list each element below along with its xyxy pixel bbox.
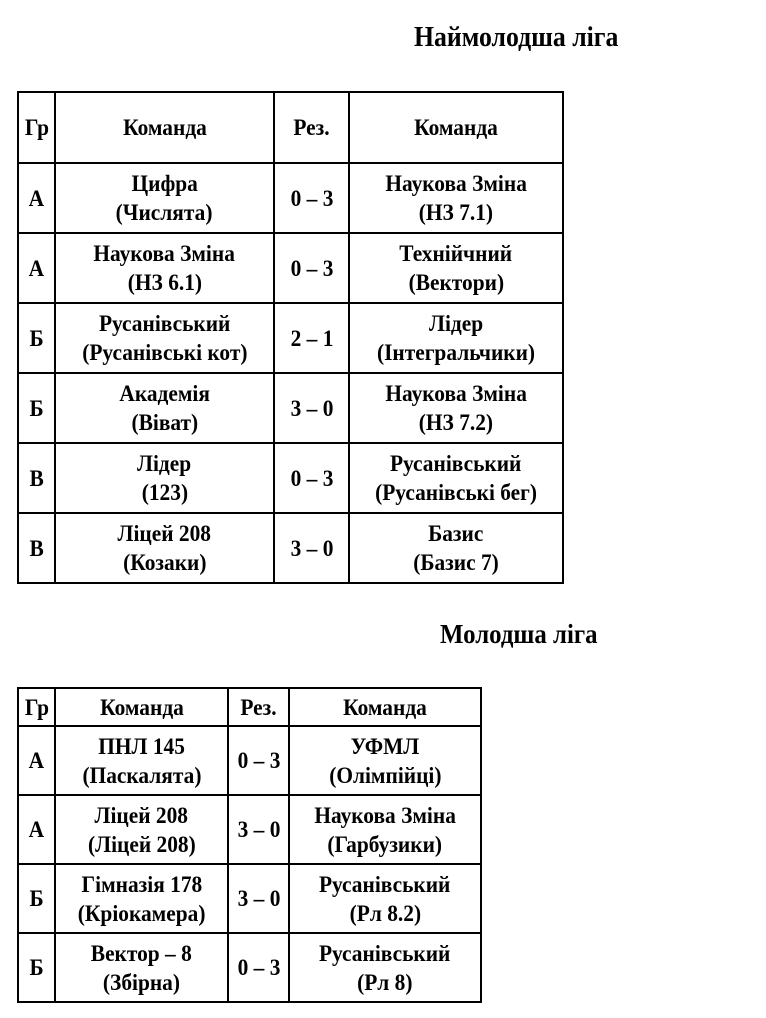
group-cell [18,373,55,443]
match-score: 3 – 0 [290,535,333,561]
away-team-cell [289,933,481,1002]
away-team-name: Технійчний [399,241,513,266]
header-row [18,92,563,163]
home-team-squad: (Числята) [116,200,213,225]
header-result-label: Рез. [240,694,277,720]
away-team-name: Наукова Зміна [314,802,456,828]
home-team-squad: (123) [141,480,188,505]
group-label: В [29,465,44,491]
match-row [18,864,481,933]
home-team-cell [55,303,274,373]
header-team-away [289,688,481,726]
group-label: А [28,817,45,842]
match-row [18,163,563,233]
home-team-cell [55,933,228,1002]
match-score: 2 – 1 [290,325,333,351]
header-team-home [55,688,228,726]
away-team-cell [349,233,563,303]
header-team-away-label: Команда [343,694,427,720]
group-label: Б [29,886,44,911]
score-cell [274,163,349,233]
header-group-label: Гр [24,694,49,720]
match-row [18,726,481,795]
group-cell [18,933,55,1002]
home-team-squad: (Збірна) [102,969,181,995]
away-team-squad: (НЗ 7.1) [418,200,494,225]
home-team-squad: (Віват) [131,410,198,435]
away-team-squad: (Рл 8.2) [349,900,421,926]
away-team-name: Русанівський [319,871,451,897]
away-team-name: Русанівський [319,940,451,966]
home-team-name: ПНЛ 145 [98,733,185,759]
match-score: 0 – 3 [290,255,333,281]
away-team-cell [289,864,481,933]
away-team-name: УФМЛ [350,733,420,759]
group-label: В [29,535,44,561]
away-team-squad: (Базис 7) [413,550,499,575]
away-team-squad: (Гарбузики) [327,831,443,857]
away-team-cell [349,303,563,373]
home-team-name: Ліцей 208 [117,521,212,546]
home-team-name: Гімназія 178 [81,871,202,897]
youngest-league-title: Наймолодша ліга [414,22,619,53]
header-result-label: Рез. [293,115,330,140]
header-team-home-label: Команда [122,115,207,140]
header-team-home [55,92,274,163]
away-team-name: Наукова Зміна [385,381,527,406]
away-team-squad: (НЗ 7.2) [418,410,494,435]
header-row [18,688,481,726]
score-cell [228,726,289,795]
header-team-home-label: Команда [99,694,184,720]
header-team-away [349,92,563,163]
header-team-away-label: Команда [414,115,498,140]
junior-league-results-table [17,687,482,1003]
match-row [18,303,563,373]
score-cell [228,933,289,1002]
home-team-name: Академія [119,381,210,406]
match-row [18,795,481,864]
away-team-cell [349,513,563,583]
home-team-name: Ліцей 208 [94,802,189,828]
home-team-squad: (Козаки) [122,550,207,575]
header-group [18,688,55,726]
away-team-squad: (Олімпійці) [328,762,442,788]
group-label: А [28,185,45,211]
away-team-cell [289,726,481,795]
home-team-cell [55,163,274,233]
home-team-cell [55,864,228,933]
away-team-cell [289,795,481,864]
junior-league-title: Молодша ліга [440,619,598,649]
group-cell [18,443,55,513]
group-cell [18,163,55,233]
home-team-name: Цифра [131,171,198,196]
home-team-cell [55,233,274,303]
group-label: А [28,255,45,281]
home-team-cell [55,726,228,795]
group-label: Б [29,325,44,351]
youngest-league-results-table [17,91,564,584]
score-cell [274,373,349,443]
group-label: Б [29,395,44,421]
score-cell [274,443,349,513]
match-row [18,233,563,303]
match-score: 0 – 3 [237,748,280,773]
away-team-cell [349,163,563,233]
group-label: А [28,748,45,773]
home-team-cell [55,795,228,864]
away-team-name: Лідер [428,311,484,336]
home-team-cell [55,373,274,443]
score-cell [274,303,349,373]
group-cell [18,864,55,933]
home-team-name: Наукова Зміна [93,241,236,266]
group-cell [18,795,55,864]
away-team-name: Наукова Зміна [385,171,527,196]
score-cell [274,233,349,303]
away-team-name: Русанівський [390,451,522,476]
group-label: Б [29,955,44,980]
group-cell [18,726,55,795]
home-team-cell [55,443,274,513]
match-row [18,933,481,1002]
home-team-cell [55,513,274,583]
match-row [18,513,563,583]
match-score: 0 – 3 [237,955,280,980]
away-team-cell [349,443,563,513]
group-cell [18,513,55,583]
score-cell [274,513,349,583]
away-team-squad: (Вектори) [408,270,504,295]
away-team-squad: (Рл 8) [357,969,413,995]
away-team-squad: (Інтегральчики) [376,340,536,365]
match-row [18,443,563,513]
match-score: 3 – 0 [290,395,333,421]
home-team-name: Вектор – 8 [91,940,192,966]
header-result [274,92,349,163]
home-team-squad: (Кріокамера) [77,900,206,926]
group-cell [18,303,55,373]
away-team-cell [349,373,563,443]
match-score: 0 – 3 [290,465,333,491]
match-score: 0 – 3 [290,185,333,211]
home-team-name: Лідер [137,451,192,476]
group-cell [18,233,55,303]
away-team-name: Базис [428,521,484,546]
home-team-squad: (Ліцей 208) [87,831,196,857]
home-team-squad: (Паскалята) [81,762,201,788]
home-team-name: Русанівський [98,311,231,336]
header-group-label: Гр [24,115,49,140]
match-score: 3 – 0 [237,817,280,842]
home-team-squad: (НЗ 6.1) [127,270,202,295]
header-result [228,688,289,726]
match-row [18,373,563,443]
header-group [18,92,55,163]
home-team-squad: (Русанівські кот) [81,340,248,365]
away-team-squad: (Русанівські бег) [375,480,537,505]
score-cell [228,795,289,864]
match-score: 3 – 0 [237,886,280,911]
score-cell [228,864,289,933]
